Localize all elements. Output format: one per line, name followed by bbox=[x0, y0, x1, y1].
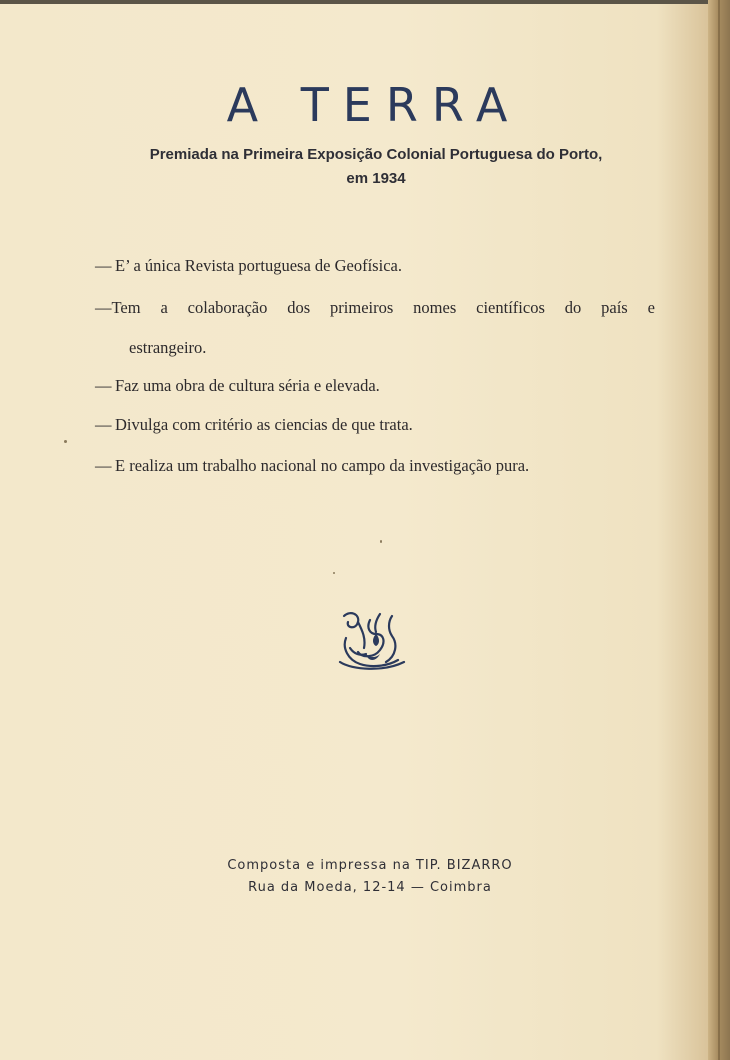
dash-mark: — bbox=[95, 456, 112, 475]
subtitle-line-1: Premiada na Primeira Exposição Colonial Portuguesa do Porto, bbox=[149, 146, 603, 163]
printer-imprint bbox=[150, 855, 590, 899]
feature-item-4 bbox=[95, 415, 413, 435]
imprint-line-2: Rua da Moeda, 12-14 — Coimbra bbox=[248, 880, 492, 895]
feature-item-5 bbox=[95, 456, 529, 476]
paper-speck bbox=[64, 440, 67, 443]
floral-ornament-icon bbox=[336, 608, 408, 674]
feature-item-1 bbox=[95, 256, 402, 276]
feature-item-text: E’ a única Revista portuguesa de Geofísica. bbox=[115, 256, 402, 275]
feature-word: país bbox=[601, 298, 628, 317]
feature-item-2-continuation: estrangeiro. bbox=[129, 338, 207, 357]
feature-item-text: Divulga com critério as ciencias de que trata. bbox=[115, 415, 413, 434]
feature-item-text: E realiza um trabalho nacional no campo da investigação pura. bbox=[115, 456, 530, 475]
feature-item-2 bbox=[95, 298, 655, 318]
feature-item-text: Faz uma obra de cultura séria e elevada. bbox=[115, 376, 380, 395]
feature-word: do bbox=[564, 298, 582, 317]
feature-word: colaboração bbox=[187, 298, 268, 317]
page-subtitle bbox=[60, 143, 692, 191]
imprint-line-1: Composta e impressa na TIP. BIZARRO bbox=[227, 858, 513, 873]
feature-word: a bbox=[160, 298, 168, 317]
paper-speck bbox=[333, 572, 335, 574]
paper-speck bbox=[380, 540, 382, 543]
feature-item-3 bbox=[95, 376, 380, 396]
feature-word: dos bbox=[287, 298, 311, 317]
page-binding-line bbox=[718, 0, 720, 1060]
page-title: A TERRA bbox=[226, 78, 522, 132]
dash-mark: — bbox=[95, 256, 112, 275]
feature-word: primeiros bbox=[330, 298, 394, 317]
page-top-edge bbox=[0, 0, 730, 4]
feature-item-text: —Tem bbox=[95, 298, 141, 317]
subtitle-line-2: em 1934 bbox=[346, 170, 406, 187]
dash-mark: — bbox=[95, 415, 112, 434]
dash-mark: — bbox=[95, 298, 112, 317]
feature-word: científicos bbox=[476, 298, 545, 317]
feature-word: e bbox=[647, 298, 655, 317]
feature-word: nomes bbox=[413, 298, 457, 317]
dash-mark: — bbox=[95, 376, 112, 395]
